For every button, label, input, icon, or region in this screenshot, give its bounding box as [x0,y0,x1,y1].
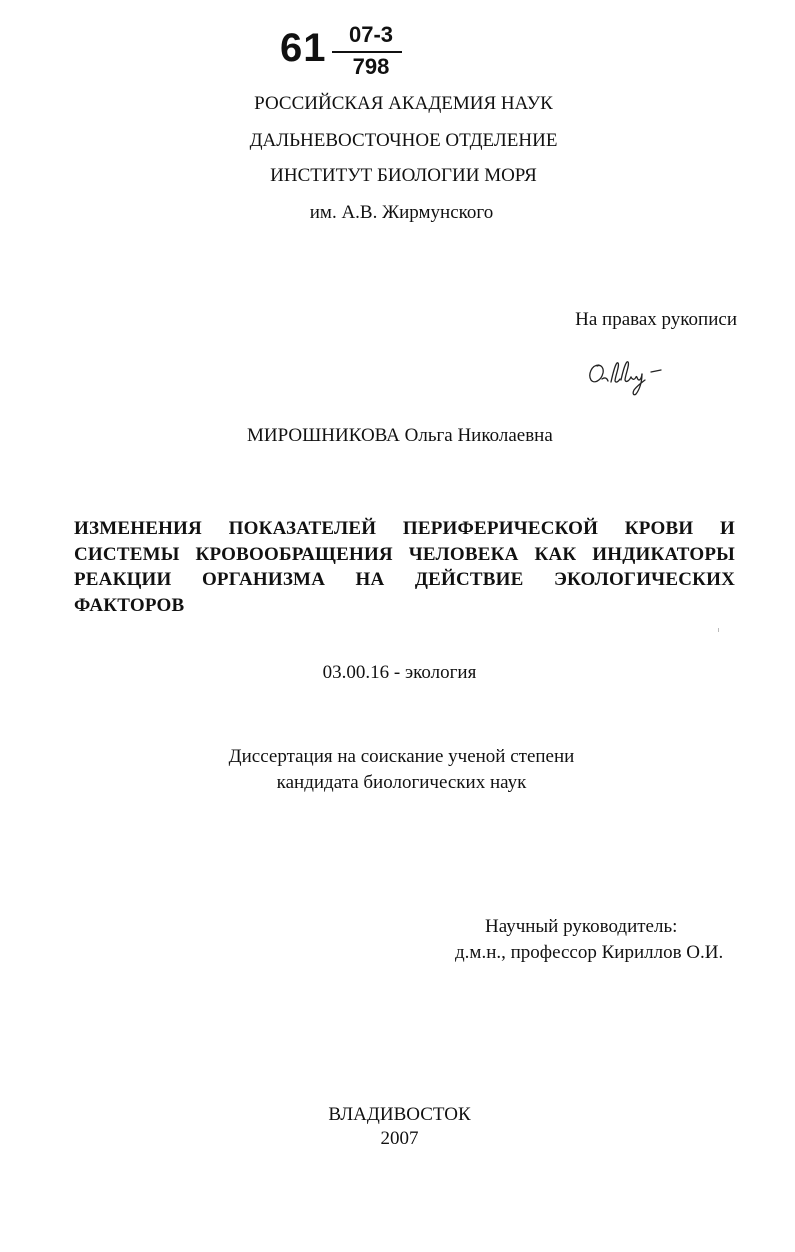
degree-line-1: Диссертация на соискание ученой степени [228,746,575,767]
scan-speck [718,628,719,632]
institute-honorific: им. А.В. Жирмунского [309,202,494,223]
institute-name: ИНСТИТУТ БИОЛОГИИ МОРЯ [270,165,537,186]
academy-name: РОССИЙСКАЯ АКАДЕМИЯ НАУК [254,93,553,114]
author-name: МИРОШНИКОВА Ольга Николаевна [247,425,553,446]
catalog-number: 61 [280,26,327,70]
supervisor-label: Научный руководитель: [485,916,678,937]
year: 2007 [380,1128,419,1149]
catalog-fraction-top: 07-3 [348,22,394,47]
manuscript-rights-note: На правах рукописи [575,309,737,330]
degree-line-2: кандидата биологических наук [276,772,527,793]
catalog-fraction-line [332,51,402,53]
handwritten-signature [585,355,675,400]
supervisor-block [455,914,740,966]
city: ВЛАДИВОСТОК [328,1104,471,1125]
dissertation-title: ИЗМЕНЕНИЯ ПОКАЗАТЕЛЕЙ ПЕРИФЕРИЧЕСКОЙ КРОВИ И СИСТЕМЫ КРОВООБРАЩЕНИЯ ЧЕЛОВЕКА КАК ИНДИКАТОРЫ РЕАКЦИИ ОРГАНИЗМА НА ДЕЙСТВИЕ ЭКОЛОГИЧЕСКИХ ФАКТОРОВ [74,518,735,616]
branch-name: ДАЛЬНЕВОСТОЧНОЕ ОТДЕЛЕНИЕ [249,130,558,151]
supervisor-name: д.м.н., профессор Кириллов О.И. [455,942,724,963]
specialty-code: 03.00.16 - экология [322,662,477,683]
catalog-fraction-bottom: 798 [352,54,390,79]
